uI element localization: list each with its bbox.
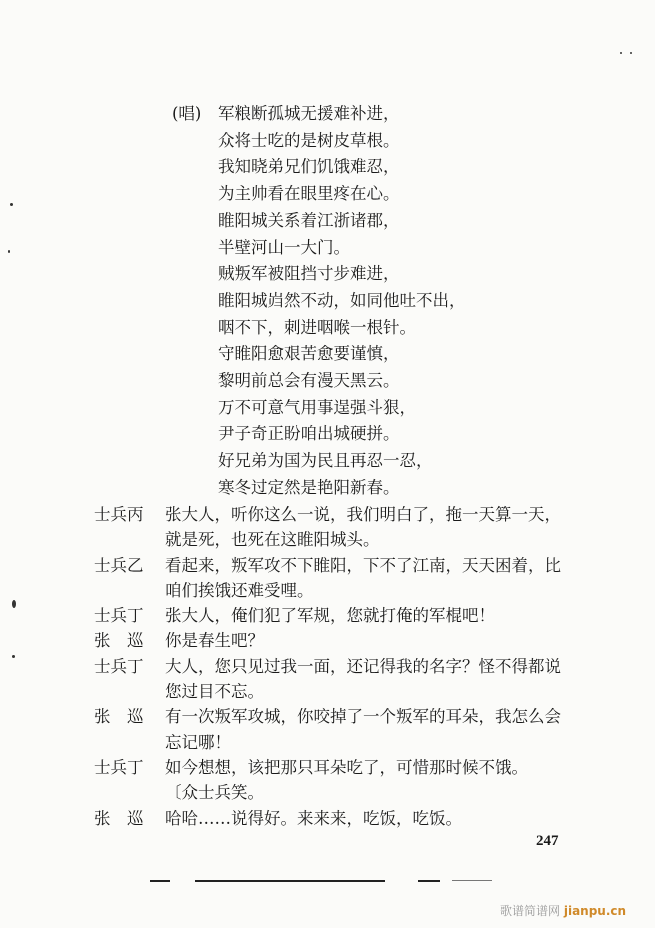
lyric-text: 咽不下，刺进咽喉一根针。 — [218, 317, 416, 337]
indent — [172, 368, 218, 395]
speaker-name: 张 巡 — [94, 707, 144, 727]
lyric-line — [172, 128, 466, 155]
lyric-line — [172, 181, 466, 208]
dialogue-entry — [94, 704, 574, 755]
indent — [172, 448, 218, 475]
indent — [172, 261, 218, 288]
lyric-line — [172, 261, 466, 288]
indent — [172, 421, 218, 448]
lyric-line — [172, 315, 466, 342]
lyric-line — [172, 421, 466, 448]
speaker-name: 士兵乙 — [94, 555, 144, 575]
sing-marker: (唱) — [172, 104, 202, 123]
dialogue-line: 您过目不忘。 — [165, 682, 264, 702]
lyric-text: 好兄弟为国为民且再忍一忍， — [218, 451, 433, 471]
indent — [172, 235, 218, 262]
scan-speck — [12, 655, 15, 658]
dialogue-entry — [94, 755, 574, 780]
watermark-en: jianpu.cn — [563, 904, 627, 918]
lyric-line — [172, 208, 466, 235]
lyric-text: 半壁河山一大门。 — [218, 237, 350, 257]
watermark-cn: 歌谱简谱网 — [500, 904, 561, 918]
dialogue-line: 忘记哪！ — [165, 732, 231, 752]
dialogue-text — [165, 502, 574, 553]
lyric-line — [172, 448, 466, 475]
indent — [172, 475, 218, 502]
indent — [172, 208, 218, 235]
lyric-text: 黎明前总会有漫天黑云。 — [218, 371, 400, 391]
dialogue-line: 如今想想，该把那只耳朵吃了，可惜那时候不饿。 — [165, 757, 528, 777]
lyric-text: 众将士吃的是树皮草根。 — [218, 130, 400, 150]
lyric-line — [172, 154, 466, 181]
page-number: 247 — [536, 833, 559, 849]
scan-speck — [630, 52, 632, 54]
dialogue-entry — [94, 654, 574, 705]
dialogue-line: 〔众士兵笑。 — [165, 783, 264, 803]
indent — [172, 181, 218, 208]
indent — [172, 395, 218, 422]
dialogue — [94, 502, 574, 831]
speaker-name: 张 巡 — [94, 808, 144, 828]
dialogue-text — [165, 628, 574, 653]
dialogue-line: 大人，您只见过我一面，还记得我的名字？怪不得都说 — [165, 656, 561, 676]
speaker-name: 张 巡 — [94, 631, 144, 651]
dialogue-text — [165, 704, 574, 755]
lyric-line — [172, 341, 466, 368]
speaker-name: 士兵丁 — [94, 606, 144, 626]
song-lyrics — [172, 101, 466, 502]
scan-speck — [8, 250, 10, 253]
dialogue-text — [165, 603, 574, 628]
indent — [172, 341, 218, 368]
lyric-text: 军粮断孤城无援难补进， — [218, 104, 400, 123]
dialogue-line: 哈哈……说得好。来来来，吃饭，吃饭。 — [165, 808, 462, 828]
lyric-line — [172, 101, 466, 128]
dialogue-entry — [94, 806, 574, 831]
indent — [172, 128, 218, 155]
speaker-name: 士兵丙 — [94, 505, 144, 524]
lyric-line — [172, 235, 466, 262]
dialogue-line: 就是死，也死在这睢阳城头。 — [165, 530, 380, 550]
footer-rule — [452, 880, 492, 881]
indent — [172, 288, 218, 315]
lyric-text: 我知晓弟兄们饥饿难忍， — [218, 157, 400, 177]
dialogue-text — [165, 654, 574, 705]
lyric-text: 寒冬过定然是艳阳新春。 — [218, 477, 400, 497]
lyric-text: 睢阳城岿然不动，如同他吐不出， — [218, 290, 466, 310]
dialogue-line: 有一次叛军攻城，你咬掉了一个叛军的耳朵，我怎么会 — [165, 707, 561, 727]
scan-speck — [10, 203, 13, 206]
lyric-text: 万不可意气用事逞强斗狠， — [218, 397, 416, 417]
lyric-text: 贼叛军被阻挡寸步难进， — [218, 264, 400, 284]
dialogue-text — [165, 780, 574, 805]
lyric-line — [172, 475, 466, 502]
lyric-text: 为主帅看在眼里疼在心。 — [218, 184, 400, 204]
footer-rule — [150, 880, 170, 882]
lyric-line — [172, 288, 466, 315]
lyric-line — [172, 395, 466, 422]
footer-rule — [195, 880, 385, 882]
lyric-text: 守睢阳愈艰苦愈要谨慎， — [218, 344, 400, 364]
dialogue-entry — [94, 628, 574, 653]
speaker-name: 士兵丁 — [94, 757, 144, 777]
watermark — [500, 902, 626, 919]
lyric-text: 睢阳城关系着江浙诸郡， — [218, 210, 400, 230]
footer-rule — [418, 880, 440, 882]
dialogue-text — [165, 755, 574, 780]
stage-direction — [94, 780, 574, 805]
indent — [172, 154, 218, 181]
dialogue-line: 咱们挨饿还难受哩。 — [165, 580, 314, 600]
dialogue-line: 张大人，俺们犯了军规，您就打俺的军棍吧！ — [165, 606, 495, 626]
lyric-text: 尹子奇正盼咱出城硬拼。 — [218, 424, 400, 444]
dialogue-line: 张大人，听你这么一说，我们明白了，拖一天算一天， — [165, 505, 561, 524]
speaker-name: 士兵丁 — [94, 656, 144, 676]
dialogue-entry — [94, 603, 574, 628]
lyric-line — [172, 368, 466, 395]
dialogue-text — [165, 806, 574, 831]
indent — [172, 315, 218, 342]
dialogue-entry — [94, 502, 574, 553]
scan-speck — [12, 600, 16, 608]
scan-speck — [620, 52, 622, 54]
dialogue-line: 看起来，叛军攻不下睢阳，下不了江南，天天困着，比 — [165, 555, 561, 575]
dialogue-entry — [94, 553, 574, 604]
dialogue-line: 你是春生吧？ — [165, 631, 264, 651]
dialogue-text — [165, 553, 574, 604]
